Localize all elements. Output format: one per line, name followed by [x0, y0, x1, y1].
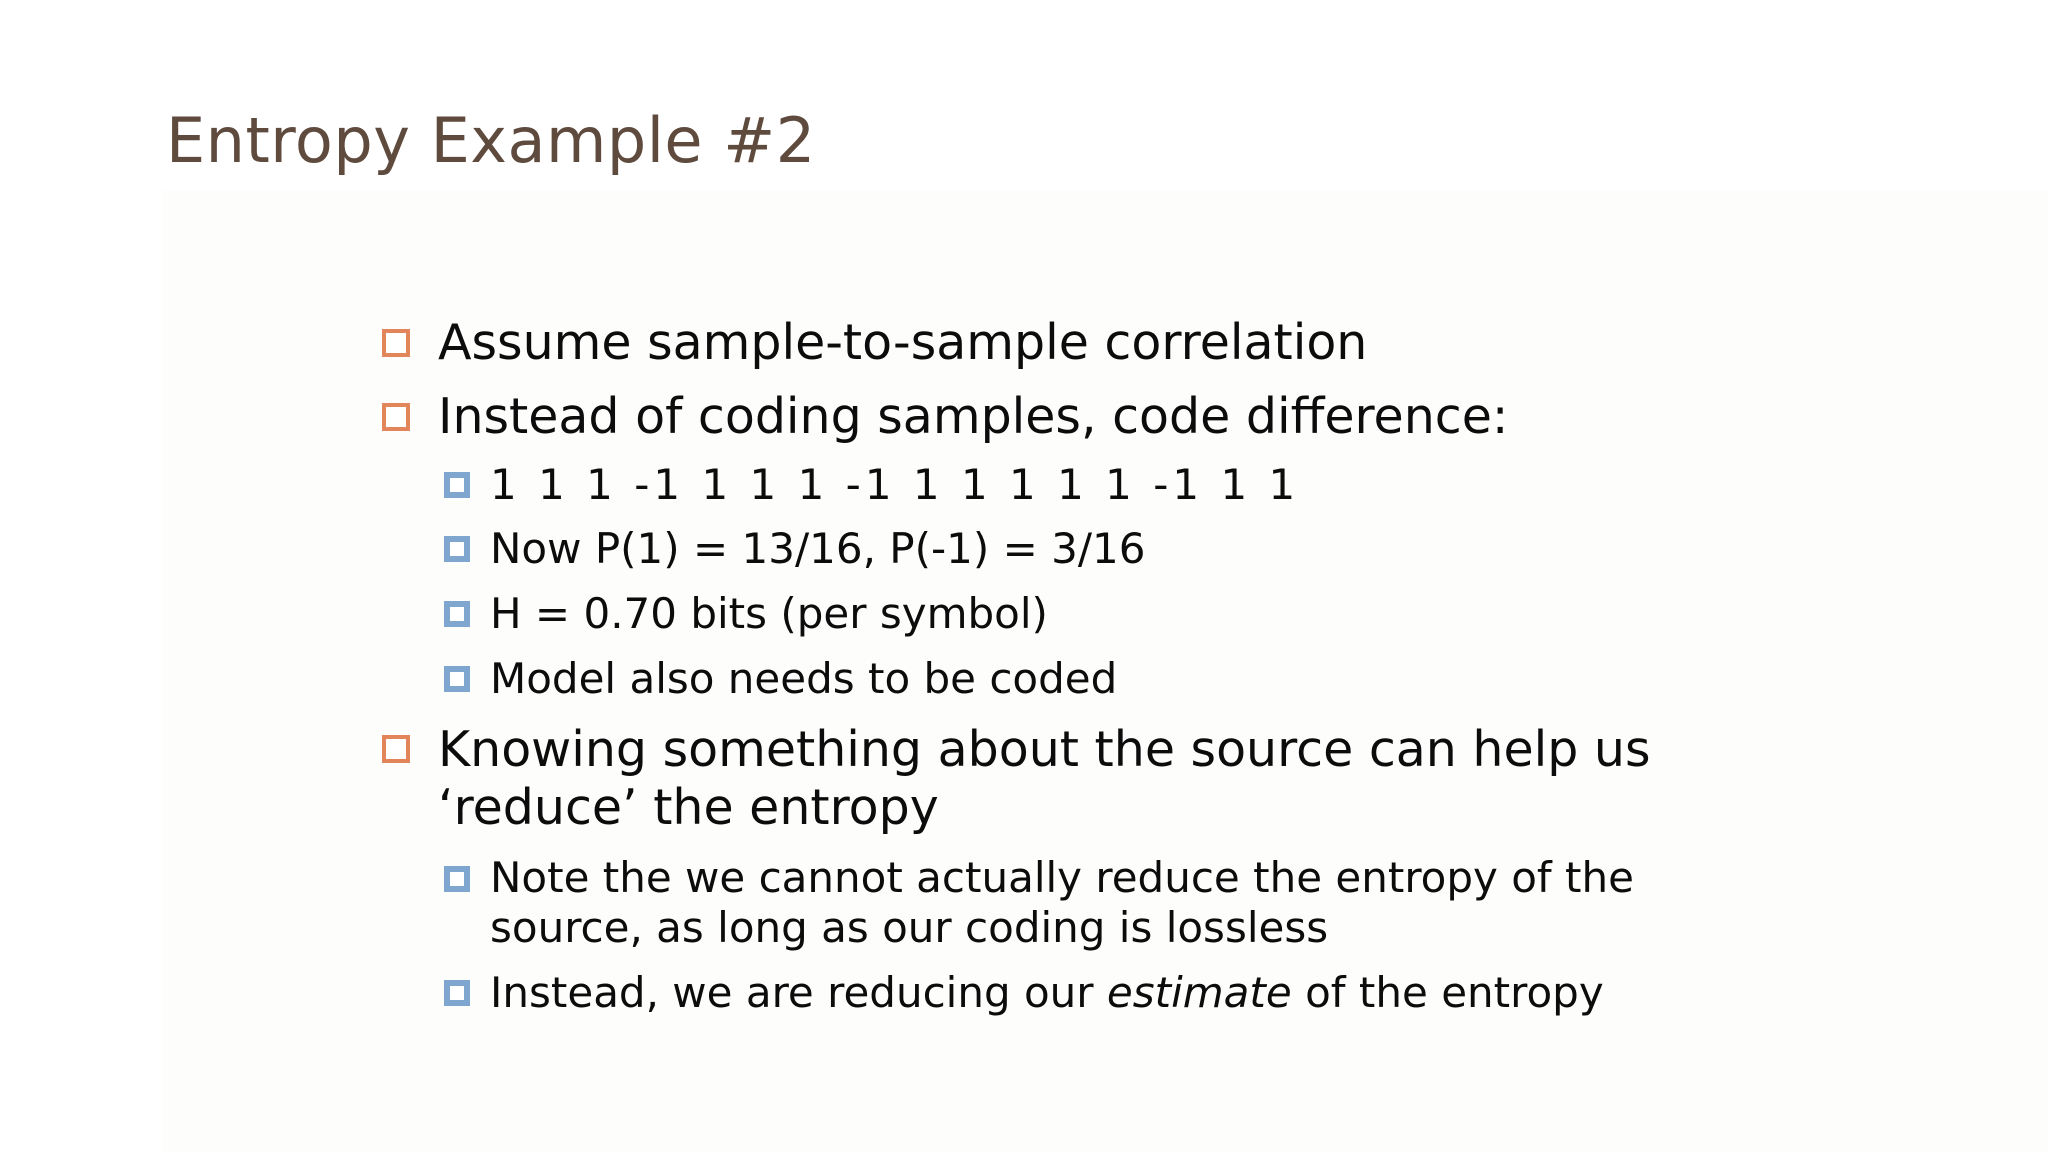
sub-bullet-text: [490, 853, 1634, 952]
bullet-item: [382, 721, 1651, 837]
filled-square-bullet-icon: [444, 980, 470, 1006]
filled-square-bullet-icon: [444, 472, 470, 498]
filled-square-bullet-icon: [444, 601, 470, 627]
bullet-item: [382, 388, 1508, 445]
bullet-text: Assume sample-to-sample correlation: [438, 314, 1368, 371]
sub-bullet-text: Now P(1) = 13/16, P(-1) = 3/16: [490, 524, 1146, 573]
bullet-text: [438, 721, 1651, 837]
slide-title: Entropy Example #2: [166, 104, 816, 177]
filled-square-bullet-icon: [444, 536, 470, 562]
filled-square-bullet-icon: [444, 666, 470, 692]
sub-bullet-item: [444, 524, 1145, 573]
text-run: Instead, we are reducing our: [490, 968, 1107, 1017]
bullet-item: [382, 314, 1367, 371]
hollow-square-bullet-icon: [382, 735, 410, 763]
sub-bullet-item: [444, 853, 1634, 952]
emphasis-text: estimate: [1106, 968, 1292, 1017]
sub-bullet-text-line: source, as long as our coding is lossless: [490, 902, 1329, 952]
sub-bullet-text: Model also needs to be coded: [490, 654, 1118, 703]
text-run: of the entropy: [1291, 968, 1604, 1017]
sub-bullet-text-line: Note the we cannot actually reduce the entropy of the: [490, 853, 1634, 902]
sub-bullet-text: H = 0.70 bits (per symbol): [490, 589, 1048, 638]
bullet-text: Instead of coding samples, code difference:: [438, 388, 1509, 445]
sub-bullet-text: 1 1 1 -1 1 1 1 -1 1 1 1 1 1 -1 1 1: [490, 460, 1300, 509]
sub-bullet-item: [444, 654, 1117, 703]
bullet-text-line: Knowing something about the source can help us: [438, 721, 1651, 778]
hollow-square-bullet-icon: [382, 329, 410, 357]
sub-bullet-item: [444, 460, 1299, 509]
sub-bullet-item: [444, 589, 1048, 638]
sub-bullet-text: [490, 968, 1604, 1017]
bullet-text-line: ‘reduce’ the entropy: [438, 778, 939, 836]
hollow-square-bullet-icon: [382, 403, 410, 431]
filled-square-bullet-icon: [444, 866, 470, 892]
sub-bullet-item: [444, 968, 1604, 1017]
